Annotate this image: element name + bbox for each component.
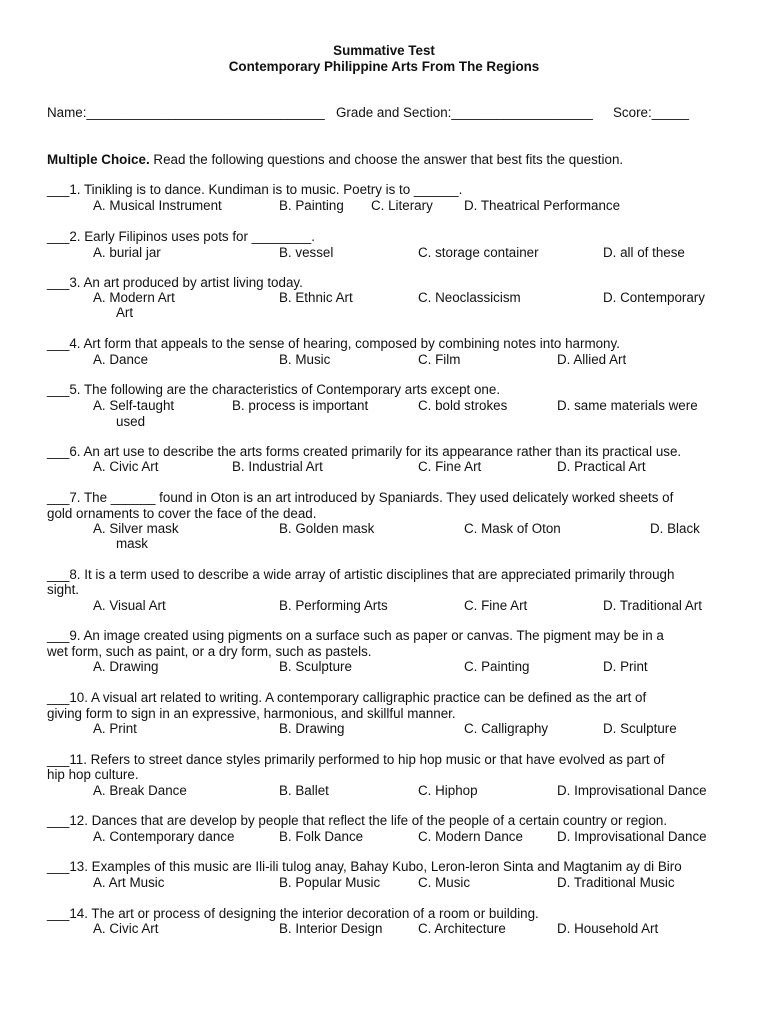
q8-option-b: B. Performing Arts (279, 598, 388, 613)
q11-option-a: A. Break Dance (93, 783, 187, 798)
q13-option-b: B. Popular Music (279, 875, 381, 890)
question-11: ___11. Refers to street dance styles primarily performed to hip hop music or that have evolved as part of (47, 752, 665, 767)
q6-option-d: D. Practical Art (557, 459, 646, 474)
q8-option-a: A. Visual Art (93, 598, 166, 613)
q11-option-c: C. Hiphop (418, 783, 478, 798)
q5-option-a-wrap: used (116, 414, 146, 429)
q9-option-a: A. Drawing (93, 659, 159, 674)
question-5: ___5. The following are the characteristics of Contemporary arts except one. (47, 382, 501, 397)
q2-option-a: A. burial jar (93, 245, 161, 260)
q14-option-c: C. Architecture (418, 921, 506, 936)
q7-option-c: C. Mask of Oton (464, 521, 561, 536)
instructions-text: Read the following questions and choose the answer that best fits the question. (149, 152, 624, 167)
q10-option-b: B. Drawing (279, 721, 345, 736)
name-field: Name:________________________________ (47, 105, 325, 120)
q5-option-c: C. bold strokes (418, 398, 508, 413)
q4-option-a: A. Dance (93, 352, 149, 367)
question-8: ___8. It is a term used to describe a wide array of artistic disciplines that are appreciated primarily through (47, 567, 675, 582)
q9-option-c: C. Painting (464, 659, 530, 674)
q1-option-b: B. Painting (279, 198, 344, 213)
q2-option-b: B. vessel (279, 245, 334, 260)
q12-option-b: B. Folk Dance (279, 829, 364, 844)
q6-option-a: A. Civic Art (93, 459, 159, 474)
q7-option-b: B. Golden mask (279, 521, 375, 536)
q6-option-c: C. Fine Art (418, 459, 482, 474)
q8-option-c: C. Fine Art (464, 598, 528, 613)
question-4: ___4. Art form that appeals to the sense of hearing, composed by combining notes into harmony. (47, 336, 620, 351)
q10-option-d: D. Sculpture (603, 721, 677, 736)
question-7: ___7. The ______ found in Oton is an art introduced by Spaniards. They used delicately worked sheets of (47, 490, 674, 505)
q1-option-a: A. Musical Instrument (93, 198, 222, 213)
q14-option-b: B. Interior Design (279, 921, 383, 936)
q10-option-c: C. Calligraphy (464, 721, 549, 736)
q1-option-c: C. Literary (371, 198, 433, 213)
q14-option-d: D. Household Art (557, 921, 659, 936)
instructions (47, 152, 623, 168)
q3-option-b: B. Ethnic Art (279, 290, 353, 305)
question-11-continued: hip hop culture. (47, 767, 139, 782)
question-10: ___10. A visual art related to writing. A contemporary calligraphic practice can be defined as the art of (47, 690, 647, 705)
question-6: ___6. An art use to describe the arts forms created primarily for its appearance rather than its practical use. (47, 444, 682, 459)
q5-option-a: A. Self-taught (93, 398, 175, 413)
q4-option-b: B. Music (279, 352, 331, 367)
q5-option-b: B. process is important (232, 398, 369, 413)
q3-option-a: A. Modern Art (93, 290, 175, 305)
q13-option-d: D. Traditional Music (557, 875, 675, 890)
q7-option-d-wrap: mask (116, 536, 148, 551)
q6-option-b: B. Industrial Art (232, 459, 323, 474)
q14-option-a: A. Civic Art (93, 921, 159, 936)
question-2: ___2. Early Filipinos uses pots for ________. (47, 229, 315, 244)
question-8-continued: sight. (47, 582, 80, 597)
question-1: ___1. Tinikling is to dance. Kundiman is to music. Poetry is to ______. (47, 182, 463, 197)
q11-option-d: D. Improvisational Dance (557, 783, 707, 798)
q3-option-c: C. Neoclassicism (418, 290, 521, 305)
test-title: Summative Test (333, 43, 435, 58)
grade-section-field: Grade and Section:___________________ (336, 105, 593, 120)
question-14: ___14. The art or process of designing the interior decoration of a room or building. (47, 906, 539, 921)
q12-option-c: C. Modern Dance (418, 829, 523, 844)
q3-option-d: D. Contemporary (603, 290, 705, 305)
q4-option-d: D. Allied Art (557, 352, 627, 367)
test-subtitle: Contemporary Philippine Arts From The Regions (228, 59, 540, 74)
q7-option-a: A. Silver mask (93, 521, 179, 536)
q4-option-c: C. Film (418, 352, 461, 367)
q13-option-a: A. Art Music (93, 875, 165, 890)
q5-option-d: D. same materials were (557, 398, 698, 413)
q1-option-d: D. Theatrical Performance (464, 198, 621, 213)
q9-option-d: D. Print (603, 659, 648, 674)
q8-option-d: D. Traditional Art (603, 598, 702, 613)
question-3: ___3. An art produced by artist living today. (47, 275, 303, 290)
question-9: ___9. An image created using pigments on a surface such as paper or canvas. The pigment may be in a (47, 628, 664, 643)
q11-option-b: B. Ballet (279, 783, 329, 798)
q10-option-a: A. Print (93, 721, 137, 736)
q9-option-b: B. Sculpture (279, 659, 352, 674)
question-7-continued: gold ornaments to cover the face of the dead. (47, 506, 317, 521)
q12-option-d: D. Improvisational Dance (557, 829, 707, 844)
score-field: Score:_____ (613, 105, 689, 120)
question-9-continued: wet form, such as paint, or a dry form, such as pastels. (47, 644, 372, 659)
q7-option-d: D. Black (650, 521, 700, 536)
q13-option-c: C. Music (418, 875, 471, 890)
question-10-continued: giving form to sign in an expressive, harmonious, and skillful manner. (47, 706, 456, 721)
question-13: ___13. Examples of this music are Ili-ili tulog anay, Bahay Kubo, Leron-leron Sinta and Magtanim ay di Biro (47, 859, 682, 874)
q2-option-d: D. all of these (603, 245, 685, 260)
question-12: ___12. Dances that are develop by people that reflect the life of the people of a certain country or region. (47, 813, 668, 828)
q2-option-c: C. storage container (418, 245, 539, 260)
q12-option-a: A. Contemporary dance (93, 829, 235, 844)
q3-option-d-wrap: Art (116, 305, 134, 320)
instructions-label: Multiple Choice. (47, 152, 150, 167)
